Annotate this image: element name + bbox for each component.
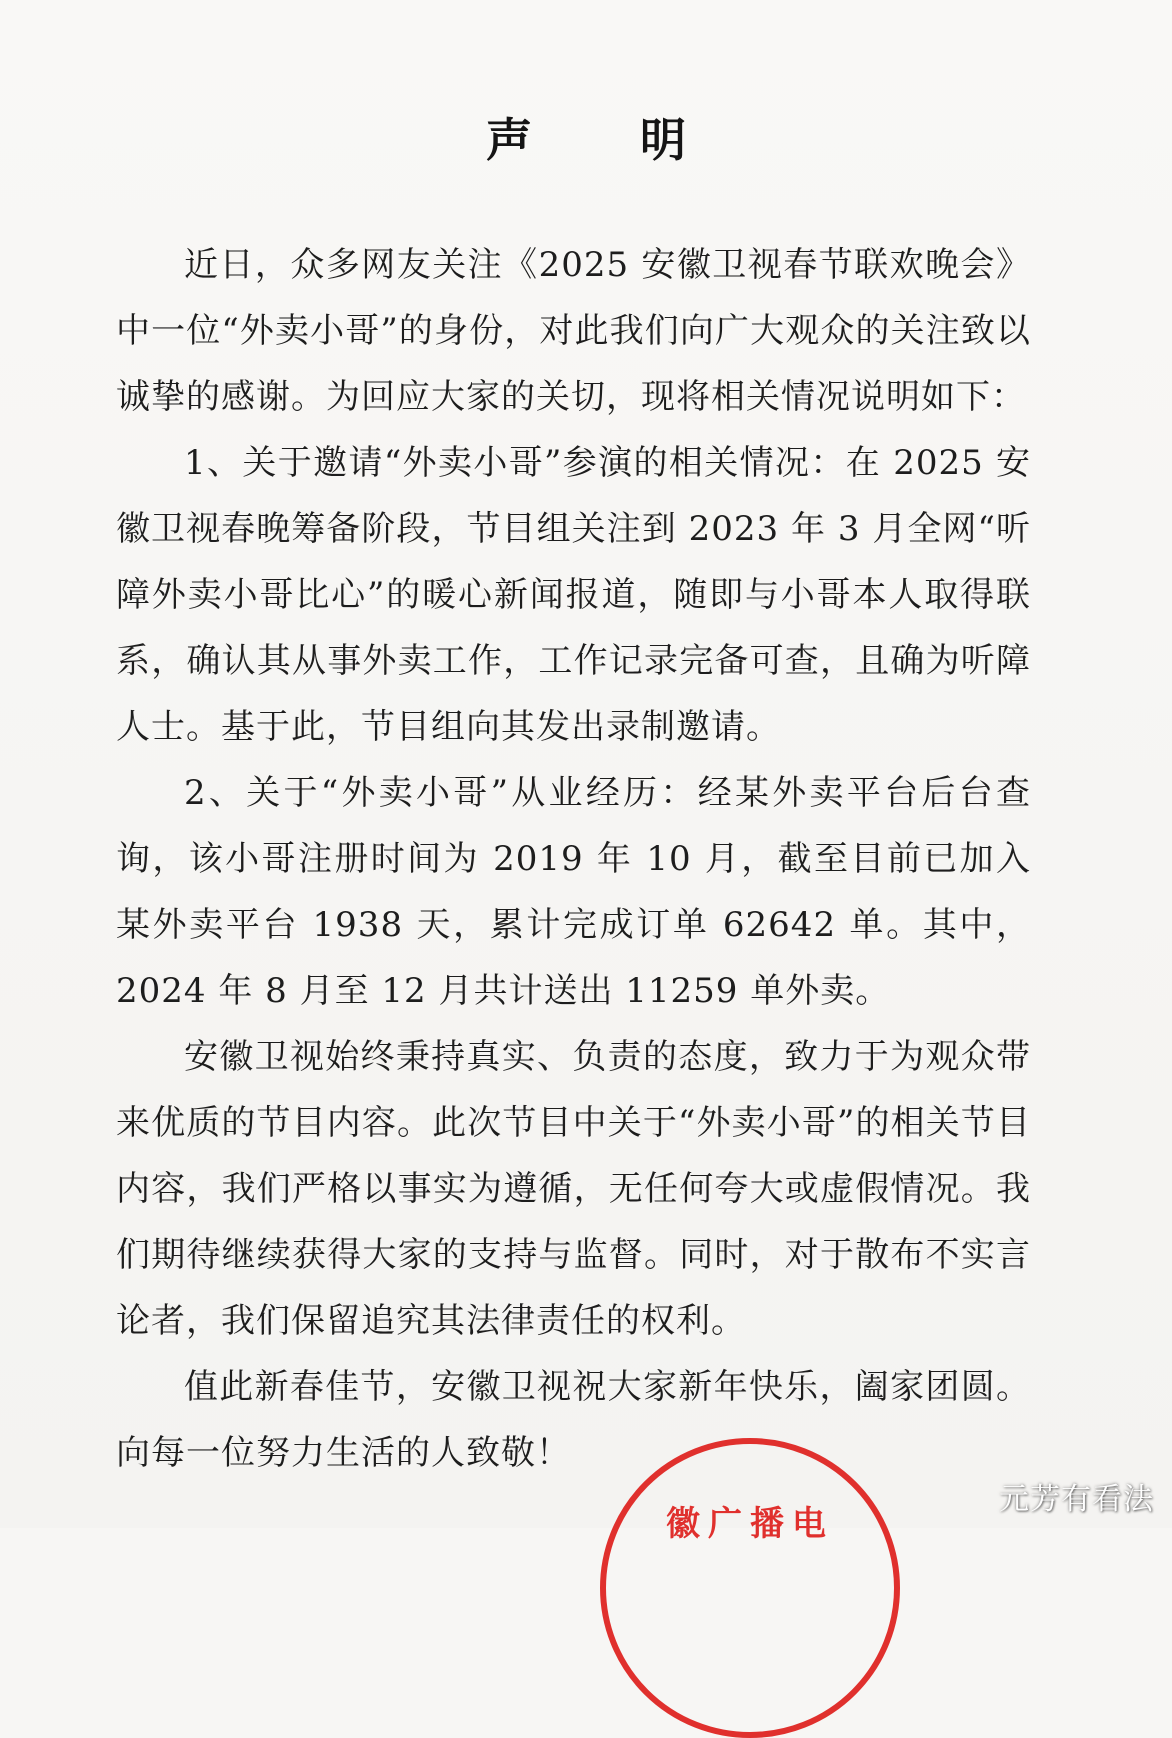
document-body <box>116 232 1031 1486</box>
paragraph-intro: 近日，众多网友关注《2025 安徽卫视春节联欢晚会》中一位“外卖小哥”的身份，对此我们向广大观众的关注致以诚挚的感谢。为回应大家的关切，现将相关情况说明如下： <box>116 245 1031 417</box>
watermark: 元芳有看法 <box>999 1482 1154 1517</box>
seal-text: 徽广播电 <box>666 1504 834 1544</box>
paragraph-work-history: 2、关于“外卖小哥”从业经历：经某外卖平台后台查询，该小哥注册时间为 2019 年 10 月，截至目前已加入某外卖平台 1938 天，累计完成订单 62642 单。其中，2024 年 8 月至 12 月共计送出 11259 单外卖。 <box>116 773 1031 1011</box>
paragraph-commitment: 安徽卫视始终秉持真实、负责的态度，致力于为观众带来优质的节目内容。此次节目中关于“外卖小哥”的相关节目内容，我们严格以事实为遵循，无任何夸大或虚假情况。我们期待继续获得大家的支持与监督。同时，对于散布不实言论者，我们保留追究其法律责任的权利。 <box>116 1037 1031 1341</box>
paragraph-greeting: 值此新春佳节，安徽卫视祝大家新年快乐，阖家团圆。向每一位努力生活的人致敬！ <box>116 1367 1031 1473</box>
paragraph-invitation: 1、关于邀请“外卖小哥”参演的相关情况：在 2025 安徽卫视春晚筹备阶段，节目组关注到 2023 年 3 月全网“听障外卖小哥比心”的暖心新闻报道，随即与小哥本人取得联系，确认其从事外卖工作，工作记录完备可查，且确为听障人士。基于此，节目组向其发出录制邀请。 <box>116 443 1031 747</box>
official-seal <box>600 1438 900 1738</box>
document-title: 声 明 <box>485 113 732 167</box>
